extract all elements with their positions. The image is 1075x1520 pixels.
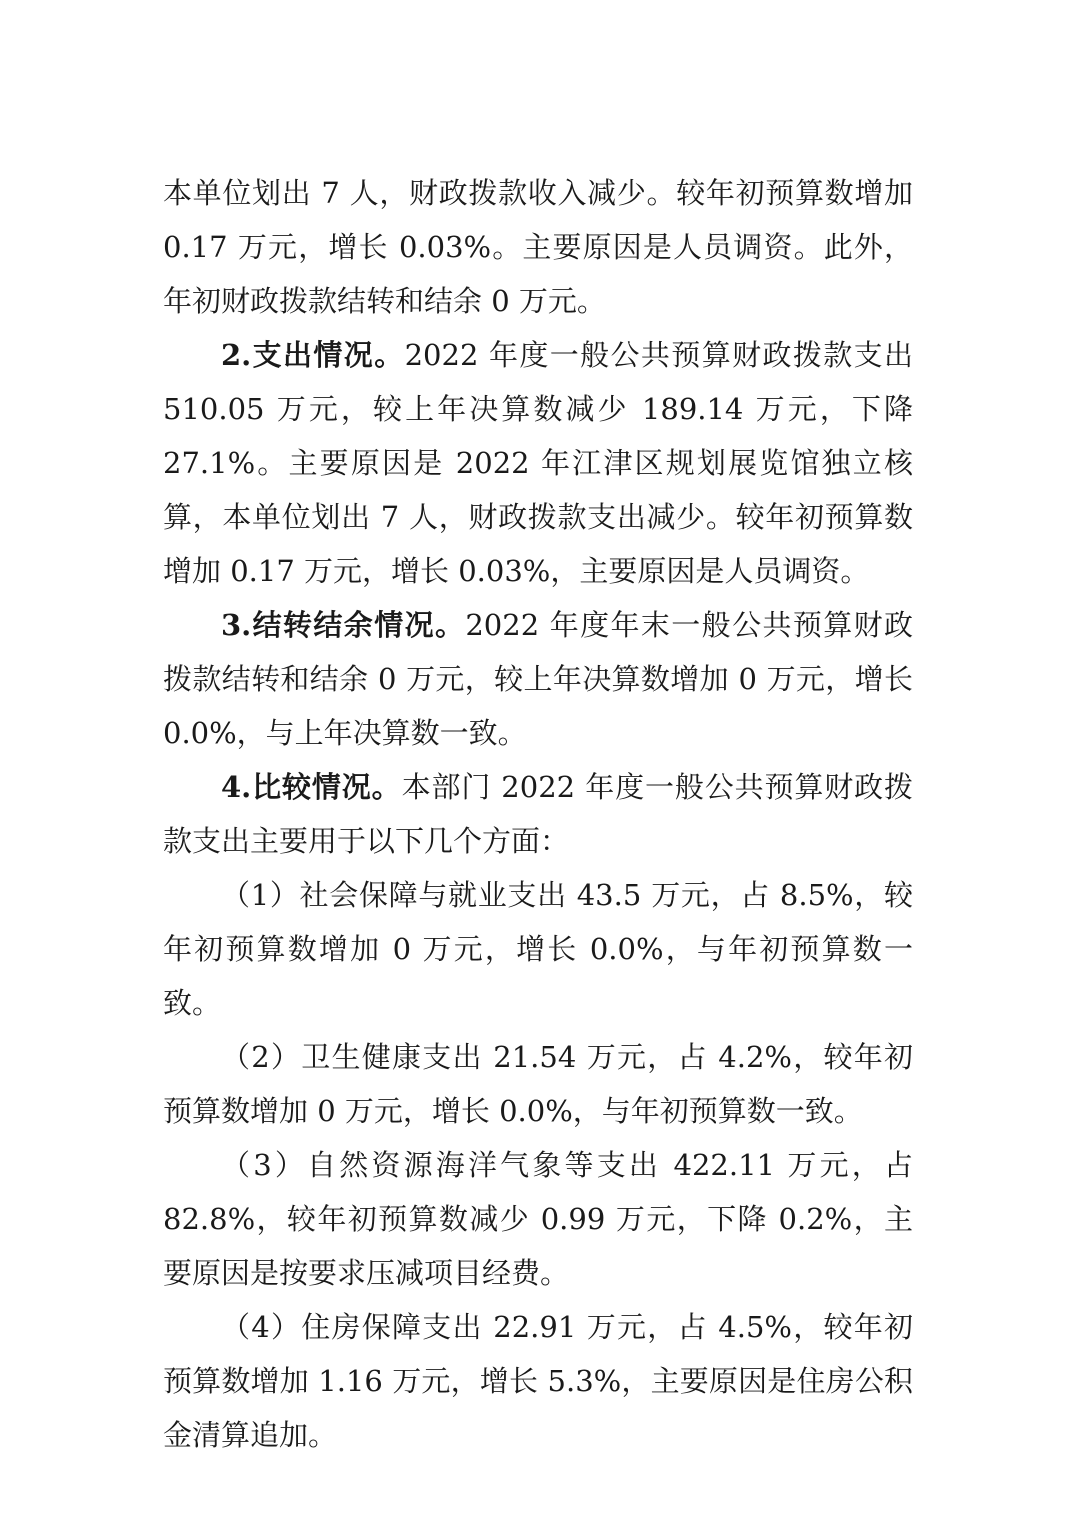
paragraph-income-continuation [163,166,913,328]
paragraph-comparison [163,760,913,868]
section-heading: 4.比较情况。 [221,770,402,804]
section-heading: 3.结转结余情况。 [221,608,466,642]
paragraph-text: 本单位划出 7 人，财政拨款收入减少。较年初预算数增加 0.17 万元，增长 0.03%。主要原因是人员调资。此外，年初财政拨款结转和结余 0 万元。 [163,176,913,318]
body-text [163,166,913,1462]
paragraph-text: （1）社会保障与就业支出 43.5 万元，占 8.5%，较年初预算数增加 0 万元，增长 0.0%，与年初预算数一致。 [163,878,913,1020]
paragraph-expenditure [163,328,913,598]
section-heading: 2.支出情况。 [221,338,405,372]
list-item-natural-resources [163,1138,913,1300]
list-item-housing [163,1300,913,1462]
paragraph-text: 本部门 2022 年度一般公共预算财政拨款支出主要用于以下几个方面： [163,770,913,858]
paragraph-text: 2022 年度年末一般公共预算财政拨款结转和结余 0 万元，较上年决算数增加 0 万元，增长 0.0%，与上年决算数一致。 [163,608,913,750]
list-item-health [163,1030,913,1138]
list-item-social-security [163,868,913,1030]
paragraph-text: （2）卫生健康支出 21.54 万元，占 4.2%，较年初预算数增加 0 万元，增长 0.0%，与年初预算数一致。 [163,1040,913,1128]
paragraph-text: （4）住房保障支出 22.91 万元，占 4.5%，较年初预算数增加 1.16 万元，增长 5.3%，主要原因是住房公积金清算追加。 [163,1310,913,1452]
paragraph-text: 2022 年度一般公共预算财政拨款支出 510.05 万元，较上年决算数减少 189.14 万元，下降 27.1%。主要原因是 2022 年江津区规划展览馆独立核算，本单位划出 7 人，财政拨款支出减少。较年初预算数增加 0.17 万元，增长 0.03%，主要原因是人员调资。 [163,338,913,588]
paragraph-text: （3）自然资源海洋气象等支出 422.11 万元，占 82.8%，较年初预算数减少 0.99 万元，下降 0.2%，主要原因是按要求压减项目经费。 [163,1148,913,1290]
paragraph-carryover [163,598,913,760]
